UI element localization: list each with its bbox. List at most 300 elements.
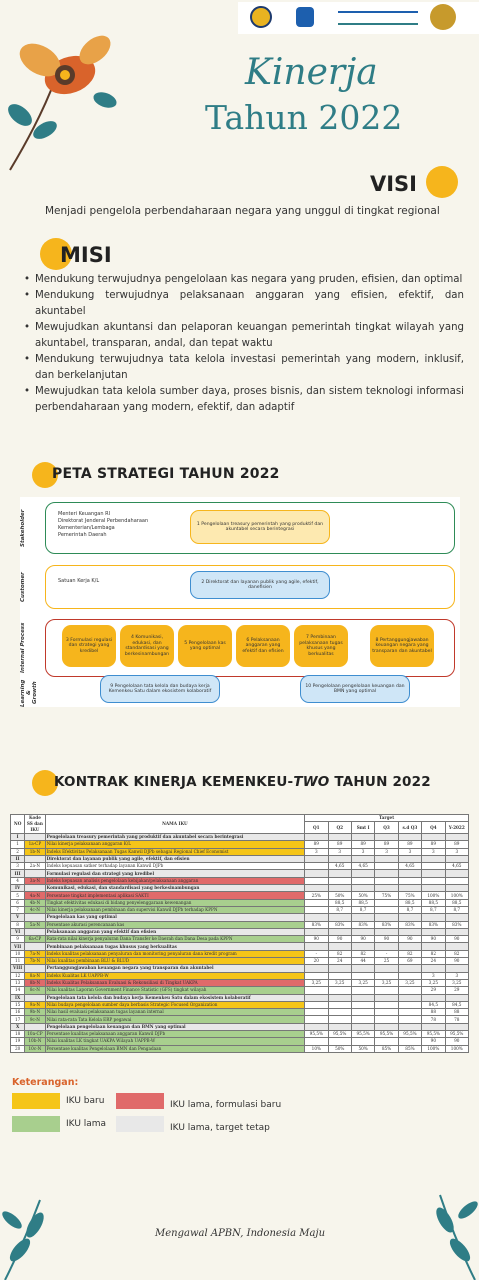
cell-target: 90 [351,936,374,943]
cell-kode [25,928,45,935]
cell-nama: Komunikasi, edukasi, dan standardisasi yang berkesinambungan [45,885,305,892]
cell-target [351,1009,374,1016]
cell-target: 88,5 [398,899,421,906]
cell-target: 82 [351,950,374,957]
cell-target [422,863,445,870]
cell-no: 7 [11,906,25,913]
cell-kode [25,855,45,862]
cell-target: 100% [445,892,468,899]
table-row [11,965,469,972]
cell-target: 90 [422,1038,445,1045]
cell-target: 89 [398,841,421,848]
cell-nama: Pengelolaan kas yang optimal [45,914,305,921]
cell-nama: Persentase kualitas Pengelolaan BMN dan Pengadaan [45,1045,305,1052]
cell-target [398,928,421,935]
cell-kode: 7a-N [25,950,45,957]
legend-swatch-iku-lama [12,1116,60,1132]
table-row [11,943,469,950]
cell-no: II [11,855,25,862]
cell-target [328,972,351,979]
cell-target [328,987,351,994]
cell-no: 19 [11,1038,25,1045]
cell-target [445,914,468,921]
cell-kode: 8a-N [25,972,45,979]
cell-target: 95,5% [398,1031,421,1038]
kontrak-heading [54,774,431,790]
cell-target: 3,25 [445,979,468,986]
cell-target: 88,5 [445,899,468,906]
cell-target [422,943,445,950]
col-target: Target [305,815,469,822]
cell-target: 50% [351,892,374,899]
cell-target: 10% [305,1045,328,1052]
legend-swatch-iku-baru [12,1093,60,1109]
cell-target: 83% [422,921,445,928]
objective-8: 8 Pertanggungjawaban keuangan negara yang transparan dan akuntabel [370,625,434,667]
cell-target: 3 [445,848,468,855]
cell-target [351,855,374,862]
cell-no: 20 [11,1045,25,1052]
objective-7: 7 Pembinaan pelaksanaan tugas khusus yang berkualitas [294,625,348,667]
cell-no: 15 [11,1001,25,1008]
table-row [11,1001,469,1008]
kontrak-heading-b: TWO [293,774,330,790]
cell-kode [25,914,45,921]
cell-kode: 2a-N [25,863,45,870]
cell-target [375,1009,398,1016]
cell-no: VII [11,943,25,950]
objective-3: 3 Formulasi regulasi dan strategi yang kredibel [62,625,116,667]
page-title-line2: Tahun 2022 [205,98,403,137]
cell-target [375,914,398,921]
cell-target [375,834,398,841]
cell-target [305,834,328,841]
cell-target: 78 [422,1016,445,1023]
cell-target [351,877,374,884]
cell-target: 3,25 [398,979,421,986]
cell-target: 90 [305,936,328,943]
cell-target: 82 [398,950,421,957]
decorative-flower-top-left [0,20,130,180]
cell-nama: Indeks kepuasan satker terhadap layanan Kanwil DJPb [45,863,305,870]
cell-target [445,885,468,892]
cell-nama: Tingkat efektivitas edukasi di bidang penyelenggaraan kewenangan [45,899,305,906]
cell-target: 3,25 [422,979,445,986]
cell-target [328,1038,351,1045]
cell-kode: 3a-N [25,877,45,884]
cell-target: 8,7 [445,906,468,913]
cell-target [351,1038,374,1045]
cell-no: 11 [11,958,25,965]
cell-nama: Nilai kinerja pelaksanaan anggaran K/L [45,841,305,848]
table-row [11,892,469,899]
col-target-3: Q3 [375,822,398,834]
cell-target: 90 [445,958,468,965]
cell-target [375,863,398,870]
cell-target [422,914,445,921]
kanwil-logo [338,11,418,25]
cell-kode [25,994,45,1001]
visi-text: Menjadi pengelola perbendaharaan negara yang unggul di tingkat regional [45,205,440,217]
table-row [11,1045,469,1052]
cell-kode [25,834,45,841]
cell-no: 5 [11,892,25,899]
stakeholder-item: Menteri Keuangan RI [58,511,111,517]
learning-label: Learning & Growth [20,679,38,707]
cell-target: 89 [422,841,445,848]
cell-target [305,885,328,892]
cell-target [305,870,328,877]
cell-no: VI [11,928,25,935]
cell-target: 83% [305,921,328,928]
cell-target: 3,25 [328,979,351,986]
cell-target [351,885,374,892]
cell-target [328,834,351,841]
cell-kode: 9c-N [25,1016,45,1023]
objective-4: 4 Komunikasi, edukasi, dan standardisasi yang berkesinambungan [120,625,174,667]
table-row [11,914,469,921]
misi-list [22,272,464,416]
cell-target [305,863,328,870]
cell-target: 88 [445,1009,468,1016]
garuda-logo [430,4,456,30]
cell-target [328,943,351,950]
cell-target [398,965,421,972]
cell-target: 90 [422,936,445,943]
cell-target [422,855,445,862]
cell-kode: 9b-N [25,1009,45,1016]
stakeholder-item: Kementerian/Lembaga [58,525,115,531]
cell-target [305,928,328,935]
cell-target: 75% [375,892,398,899]
cell-kode: 1b-N [25,848,45,855]
cell-nama: Indeks Efektivitas Pelaksanaan Tugas Kanwil DJPb sebagai Regional Chief Economist [45,848,305,855]
cell-target [375,1023,398,1030]
cell-target [445,965,468,972]
misi-item: • Mewujudkan akuntansi dan pelaporan keuangan pemerintah tingkat wilayah yang akuntabel, transparan, andal, dan tepat waktu [22,320,464,352]
cell-target [422,870,445,877]
cell-nama: Nilai rata-rata Tata Kelola ERP pegawai [45,1016,305,1023]
cell-kode: 8c-N [25,987,45,994]
cell-target: 82 [328,950,351,957]
table-row [11,1038,469,1045]
cell-target: 90 [328,936,351,943]
cell-target [351,1001,374,1008]
cell-target [398,943,421,950]
cell-target [351,972,374,979]
cell-nama: Nilai hasil evaluasi pelaksanaan tugas layanan internal [45,1009,305,1016]
cell-target: 83% [398,921,421,928]
legend-swatch-iku-lama-target [116,1116,164,1132]
cell-target: 84,5 [422,1001,445,1008]
cell-no: V [11,914,25,921]
decorative-leaves-bottom-left [0,1190,60,1280]
cell-target [398,1001,421,1008]
table-row [11,979,469,986]
table-row [11,928,469,935]
cell-kode [25,870,45,877]
objective-1: 1 Pengelolaan treasury pemerintah yang produktif dan akuntabel secara berintegrasi [190,510,330,544]
table-row [11,834,469,841]
col-target-4: s.d Q3 [398,822,421,834]
cell-target: 95,5% [375,1031,398,1038]
cell-target: 25% [305,892,328,899]
cell-target: 88,5 [351,899,374,906]
cell-target: 100% [422,892,445,899]
cell-nama: Indeks kualitas pelaksanaan penyaluran dan monitoring penyaluran dana kredit program [45,950,305,957]
cell-target [305,994,328,1001]
cell-target [375,994,398,1001]
peta-heading: PETA STRATEGI TAHUN 2022 [52,466,280,482]
misi-item: • Mendukung terwujudnya pelaksanaan anggaran yang efisien, efektif, dan akuntabel [22,288,464,320]
cell-target: 3 [351,848,374,855]
cell-target: 88,5 [328,899,351,906]
cell-target [375,877,398,884]
cell-target [375,1038,398,1045]
cell-no: X [11,1023,25,1030]
objective-6: 6 Pelaksanaan anggaran yang efektif dan efisien [236,625,290,667]
cell-target [445,870,468,877]
cell-target [398,855,421,862]
cell-target [305,855,328,862]
cell-target [445,834,468,841]
djpb-logo [296,7,314,27]
cell-target: 89 [351,841,374,848]
cell-target: 20 [305,958,328,965]
cell-target: 95,5% [445,1031,468,1038]
legend-swatch-iku-lama-formulasi [116,1093,164,1109]
cell-target [445,877,468,884]
cell-target: 44 [351,958,374,965]
cell-target [305,1009,328,1016]
cell-target [445,943,468,950]
cell-kode: 4a-N [25,892,45,899]
cell-target [375,987,398,994]
stakeholder-item: Pemerintah Daerah [58,532,107,538]
cell-target: 29 [445,987,468,994]
cell-kode: 4c-N [25,906,45,913]
cell-no: 9 [11,936,25,943]
cell-no: 18 [11,1031,25,1038]
cell-target: 85% [375,1045,398,1052]
cell-kode: 7b-N [25,958,45,965]
footer-tagline: Mengawal APBN, Indonesia Maju [155,1228,326,1239]
cell-target: 95,5% [351,1031,374,1038]
cell-target [305,972,328,979]
col-kode: Kode SS dan IKU [25,815,45,834]
cell-target [305,906,328,913]
cell-target [398,834,421,841]
cell-nama: Pengelolaan pengelolaan keuangan dan BMN yang optimal [45,1023,305,1030]
cell-target: 4,65 [328,863,351,870]
cell-target: 90 [398,936,421,943]
cell-target: 100% [422,1045,445,1052]
cell-target: 24 [328,958,351,965]
cell-target: 78 [445,1016,468,1023]
cell-kode [25,965,45,972]
cell-target [445,994,468,1001]
cell-kode: 8b-N [25,979,45,986]
cell-target [328,870,351,877]
objective-2: 2 Direktorat dan layanan publik yang agile, efektif, danefisien [190,571,330,599]
cell-target: 84,5 [445,1001,468,1008]
customer-item: Satuan Kerja K/L [58,578,100,584]
table-row [11,950,469,957]
cell-nama: Nilai budaya pengelolaan sumber daya berbasis Strategic Focused Organization [45,1001,305,1008]
cell-kode: 10a-CP [25,1031,45,1038]
cell-target [351,994,374,1001]
cell-target: 3 [445,972,468,979]
cell-target: 83% [328,921,351,928]
cell-target [375,943,398,950]
cell-target: 90 [375,936,398,943]
table-row [11,994,469,1001]
decorative-leaves-bottom-right [420,1180,479,1280]
cell-target: - [305,950,328,957]
cell-target [305,987,328,994]
misi-heading: MISI [60,243,112,267]
cell-kode: 6a-CP [25,936,45,943]
table-row [11,958,469,965]
cell-target [375,1016,398,1023]
cell-no: 4 [11,877,25,884]
cell-target: 3,25 [375,979,398,986]
cell-target: 4,65 [351,863,374,870]
cell-target [422,877,445,884]
cell-target [351,943,374,950]
legend-title: Keterangan: [12,1077,79,1088]
cell-target [305,914,328,921]
cell-target [305,877,328,884]
col-target-1: Q2 [328,822,351,834]
cell-target [328,914,351,921]
cell-target [422,965,445,972]
cell-nama: Nilai kualitas Laporan Government Finance Statistic (GFS) tingkat wilayah [45,987,305,994]
cell-kode [25,1023,45,1030]
cell-no: 3 [11,863,25,870]
cell-target [305,899,328,906]
cell-no: 16 [11,1009,25,1016]
cell-target [375,928,398,935]
cell-nama: Nilai kualitas LK tingkat UAKPA Wilayah UAPPB-W [45,1038,305,1045]
stakeholder-list [58,511,148,539]
kontrak-heading-a: KONTRAK KINERJA KEMENKEU- [54,774,294,790]
customer-label: Customer [20,572,26,602]
table-row [11,972,469,979]
table-row [11,870,469,877]
table-row [11,863,469,870]
cell-target [398,972,421,979]
cell-no: 13 [11,979,25,986]
col-target-0: Q1 [305,822,328,834]
cell-no: 12 [11,972,25,979]
cell-target: 83% [351,921,374,928]
cell-target: 3 [375,848,398,855]
objective-9: 9 Pengelolaan tata kelola dan budaya kerja Kemenkeu Satu dalam ekosistem kolaboratif [100,675,220,703]
cell-kode: 10c-N [25,1045,45,1052]
cell-target [398,1016,421,1023]
cell-nama: Indeks Kualitas Pelaksanaan Evaluasi & Rekonsiliasi di Tingkat UAKPA [45,979,305,986]
table-row [11,921,469,928]
cell-target: 8,7 [351,906,374,913]
cell-target: 100% [445,1045,468,1052]
cell-target: 82 [445,950,468,957]
cell-target: 3,25 [351,979,374,986]
col-target-5: Q4 [422,822,445,834]
cell-target [305,1001,328,1008]
cell-target [351,965,374,972]
table-row [11,1016,469,1023]
visi-heading: VISI [369,172,417,196]
cell-target: 4,65 [398,863,421,870]
cell-no: 2 [11,848,25,855]
cell-kode [25,885,45,892]
cell-no: VIII [11,965,25,972]
kontrak-heading-c: TAHUN 2022 [329,774,431,790]
cell-nama: Pertanggungjawaban keuangan negara yang transparan dan akuntabel [45,965,305,972]
cell-target: - [375,950,398,957]
cell-nama: Pengelolaan treasury pemerintah yang produktif dan akuntabel secara berintegrasi [45,834,305,841]
cell-target: 29 [422,987,445,994]
cell-kode: 1a-CP [25,841,45,848]
cell-target: 82 [422,950,445,957]
cell-target [328,928,351,935]
cell-target [328,1009,351,1016]
table-row [11,1031,469,1038]
cell-target: 90 [445,936,468,943]
cell-target [375,906,398,913]
cell-target [351,1016,374,1023]
cell-target: 88 [422,1009,445,1016]
cell-target [422,885,445,892]
cell-target: 4,65 [445,863,468,870]
cell-target [375,870,398,877]
kontrak-table [10,814,469,1053]
table-row [11,906,469,913]
cell-target: 75% [398,892,421,899]
cell-target [398,987,421,994]
cell-target [328,877,351,884]
cell-target: 95,5% [305,1031,328,1038]
cell-target [351,987,374,994]
cell-target [328,855,351,862]
cell-target: 89 [375,841,398,848]
visi-sun-icon [426,166,458,198]
kontrak-table-wrap [10,814,469,1053]
stakeholder-item: Direktorat Jenderal Perbendaharaan [58,518,149,524]
cell-target [375,855,398,862]
cell-target [305,1023,328,1030]
cell-nama: Rata-rata nilai kinerja penyaluran Dana Transfer ke Daerah dan Dana Desa pada KPPN [45,936,305,943]
cell-target [375,1001,398,1008]
cell-target [398,1023,421,1030]
cell-no: I [11,834,25,841]
cell-target: 88,5 [422,899,445,906]
cell-target [422,928,445,935]
cell-nama: Pembinaan pelaksanaan tugas khusus yang berkualitas [45,943,305,950]
cell-nama: Persentase akurasi perencanaan kas [45,921,305,928]
cell-target: 3,25 [305,979,328,986]
cell-no: 10 [11,950,25,957]
cell-nama: Pelaksanaan anggaran yang efektif dan efisien [45,928,305,935]
cell-target: 50% [351,1045,374,1052]
cell-target [398,914,421,921]
cell-no: 1 [11,841,25,848]
cell-nama: Indeks Kualitas LK UAPPB-W [45,972,305,979]
cell-nama: Indeks kepuasan analisis pengelolaan kebijakan/pelaksanaan anggaran [45,877,305,884]
cell-kode: 5a-N [25,921,45,928]
cell-target [305,1038,328,1045]
